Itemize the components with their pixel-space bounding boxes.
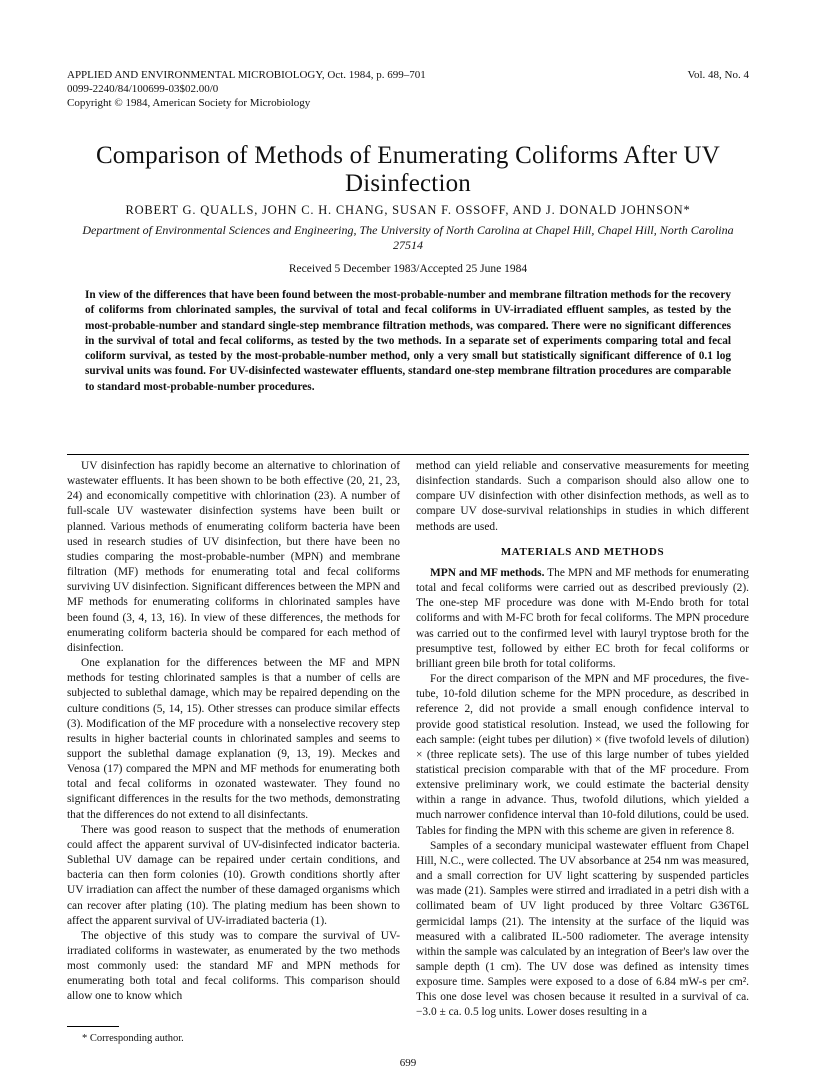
body-paragraph: The objective of this study was to compare the survival of UV-irradiated coliforms in wastewater, as enumerated by the two methods most commonly used: the standard MF and MPN methods for enumerating both total and fecal coliforms. This comparison should allow one to know which (67, 929, 400, 1003)
body-paragraph: UV disinfection has rapidly become an alternative to chlorination of wastewater effluents. It has been shown to be both effective (20, 21, 23, 24) and economically competitive with chlorination (23). A number of full-scale UV wastewater disinfection systems have been built or planned. Various methods of enumerating coliform bacteria have been used in research studies of UV disinfection, but there have been no studies comparing the most-probable-number (MPN) and membrane filtration (MF) methods for enumerating total and fecal coliforms surviving UV disinfection. Significant differences between the MPN and MF methods for enumerating coliforms in chlorinated samples have been found (3, 4, 13, 16). In view of these differences, the methods for enumerating coliform bacteria should be compared for each method of disinfection. (67, 460, 400, 654)
author-list: ROBERT G. QUALLS, JOHN C. H. CHANG, SUSAN F. OSSOFF, AND J. DONALD JOHNSON* (125, 203, 691, 217)
volume-label: Vol. 48, No. 4 (687, 69, 749, 81)
copyright-line: Copyright © 1984, American Society for Microbiology (67, 97, 311, 109)
left-column (67, 459, 400, 1005)
footnote-divider (67, 1026, 119, 1027)
received-dates: Received 5 December 1983/Accepted 25 June 1984 (288, 263, 528, 275)
paragraph-text: The MPN and MF methods for enumerating total and fecal coliforms were carried out as described previously (2). The one-step MF procedure was done with M-Endo broth for total coliforms and with M-FC broth for fecal coliforms. The MPN procedure was carried out to the confirmed level with lauryl tryptose broth for the presumptive test, followed by either EC broth for fecal coliforms or brilliant green bile broth for total coliforms. (416, 566, 749, 670)
page-number: 699 (399, 1057, 417, 1069)
abstract-divider (67, 454, 749, 455)
affiliation: Department of Environmental Sciences and Engineering, The University of North Carolina at Chapel Hill, Chapel Hill, North Carolina 27514 (82, 223, 734, 252)
body-paragraph: One explanation for the differences between the MF and MPN methods for testing chlorinated samples is that a number of cells are subjected to sublethal damage, which may be repaired depending on the culture conditions (5, 14, 15). Other stresses can produce similar effects (3). Modification of the MF procedure with a nonselective recovery step results in higher bacterial counts in chlorinated samples and seems to support the sublethal damage explanation (9, 13, 19). Meckes and Venosa (17) compared the MPN and MF methods for enumerating both total and fecal coliforms in ozonated wastewater. They found no significant differences in the results for the two methods, demonstrating that the differences do not extend to all disinfectants. (67, 657, 400, 821)
journal-line: APPLIED AND ENVIRONMENTAL MICROBIOLOGY, Oct. 1984, p. 699–701 (67, 69, 426, 81)
right-column (416, 459, 749, 1021)
body-paragraph: There was good reason to suspect that the methods of enumeration could affect the apparent survival of UV-disinfected indicator bacteria. Sublethal UV damage can be repaired under certain conditions, and bacteria can then form colonies (10). Growth conditions shortly after UV irradiation can affect the number of these damaged organisms which can recover after plating (10). The plating medium has been shown to affect the apparent survival of UV-irradiated bacteria (1). (67, 823, 400, 927)
abstract: In view of the differences that have been found between the most-probable-number and membrane filtration methods for the recovery of coliforms from chlorinated samples, the survival of total and fecal coliforms in UV-irradiated effluent samples, as tested by the most-probable-number and standard single-step membrance filtration methods, was compared. There were no significant differences in the survival of total and fecal coliforms, as tested by the two methods. In a separate set of experiments comparing total and fecal coliform survival, as tested by the most-probable-number method, only a very small but statistically significant difference of 0.1 log survival units was found. For UV-disinfected wastewater effluents, standard one-step membrane filtration procedures are comparable to standard most-probable-number procedures. (85, 289, 731, 393)
body-paragraph: For the direct comparison of the MPN and MF procedures, the five-tube, 10-fold dilution scheme for the MPN procedure, as described in reference 2, did not provide a small enough confidence interval to provide good statistical resolution. Instead, we used the following for each sample: (eight tubes per dilution) × (five twofold levels of dilution) × (three replicate sets). The use of this large number of tubes yielded statistical precision comparable with that of the MF procedure. From extensive preliminary work, we could estimate the bacterial density within a range in advance. Thus, twofold dilutions, which yielded a much narrower confidence interval than 10-fold dilutions, could be used. Tables for finding the MPN with this scheme are given in reference 8. (416, 673, 749, 837)
runin-heading: MPN and MF methods. (430, 566, 545, 579)
issn-line: 0099-2240/84/100699-03$02.00/0 (67, 83, 219, 95)
article-title: Comparison of Methods of Enumerating Coliforms After UV Disinfection (95, 142, 721, 197)
section-heading: MATERIALS AND METHODS (500, 545, 665, 558)
body-paragraph: Samples of a secondary municipal wastewater effluent from Chapel Hill, N.C., were collected. The UV absorbance at 254 nm was measured, and a small correction for UV light scattering by suspended particles was made (21). Samples were stirred and irradiated in a petri dish with a collimated beam of UV light produced by three Voltarc G36T6L germicidal lamps (21). The intensity at the surface of the liquid was measured with a calibrated IL-500 radiometer. The average intensity within the sample was calculated by an integration of Beer's law over the sample depth (1 cm). The UV dose was defined as intensity times exposure time. Samples were exposed to a dose of 6.84 mW-s per cm². This one dose level was chosen because it resulted in a survival of ca. −3.0 ± ca. 0.5 log units. Lower doses resulting in a (416, 839, 749, 1019)
body-paragraph (416, 566, 749, 672)
running-header (67, 68, 749, 110)
continued-paragraph: method can yield reliable and conservative measurements for meeting disinfection standards. Such a comparison should also allow one to compare UV disinfection with other disinfection methods, as well as to compare UV dose-survival relationships in studies in which different methods are used. (416, 460, 749, 533)
footnote: * Corresponding author. (82, 1033, 184, 1044)
